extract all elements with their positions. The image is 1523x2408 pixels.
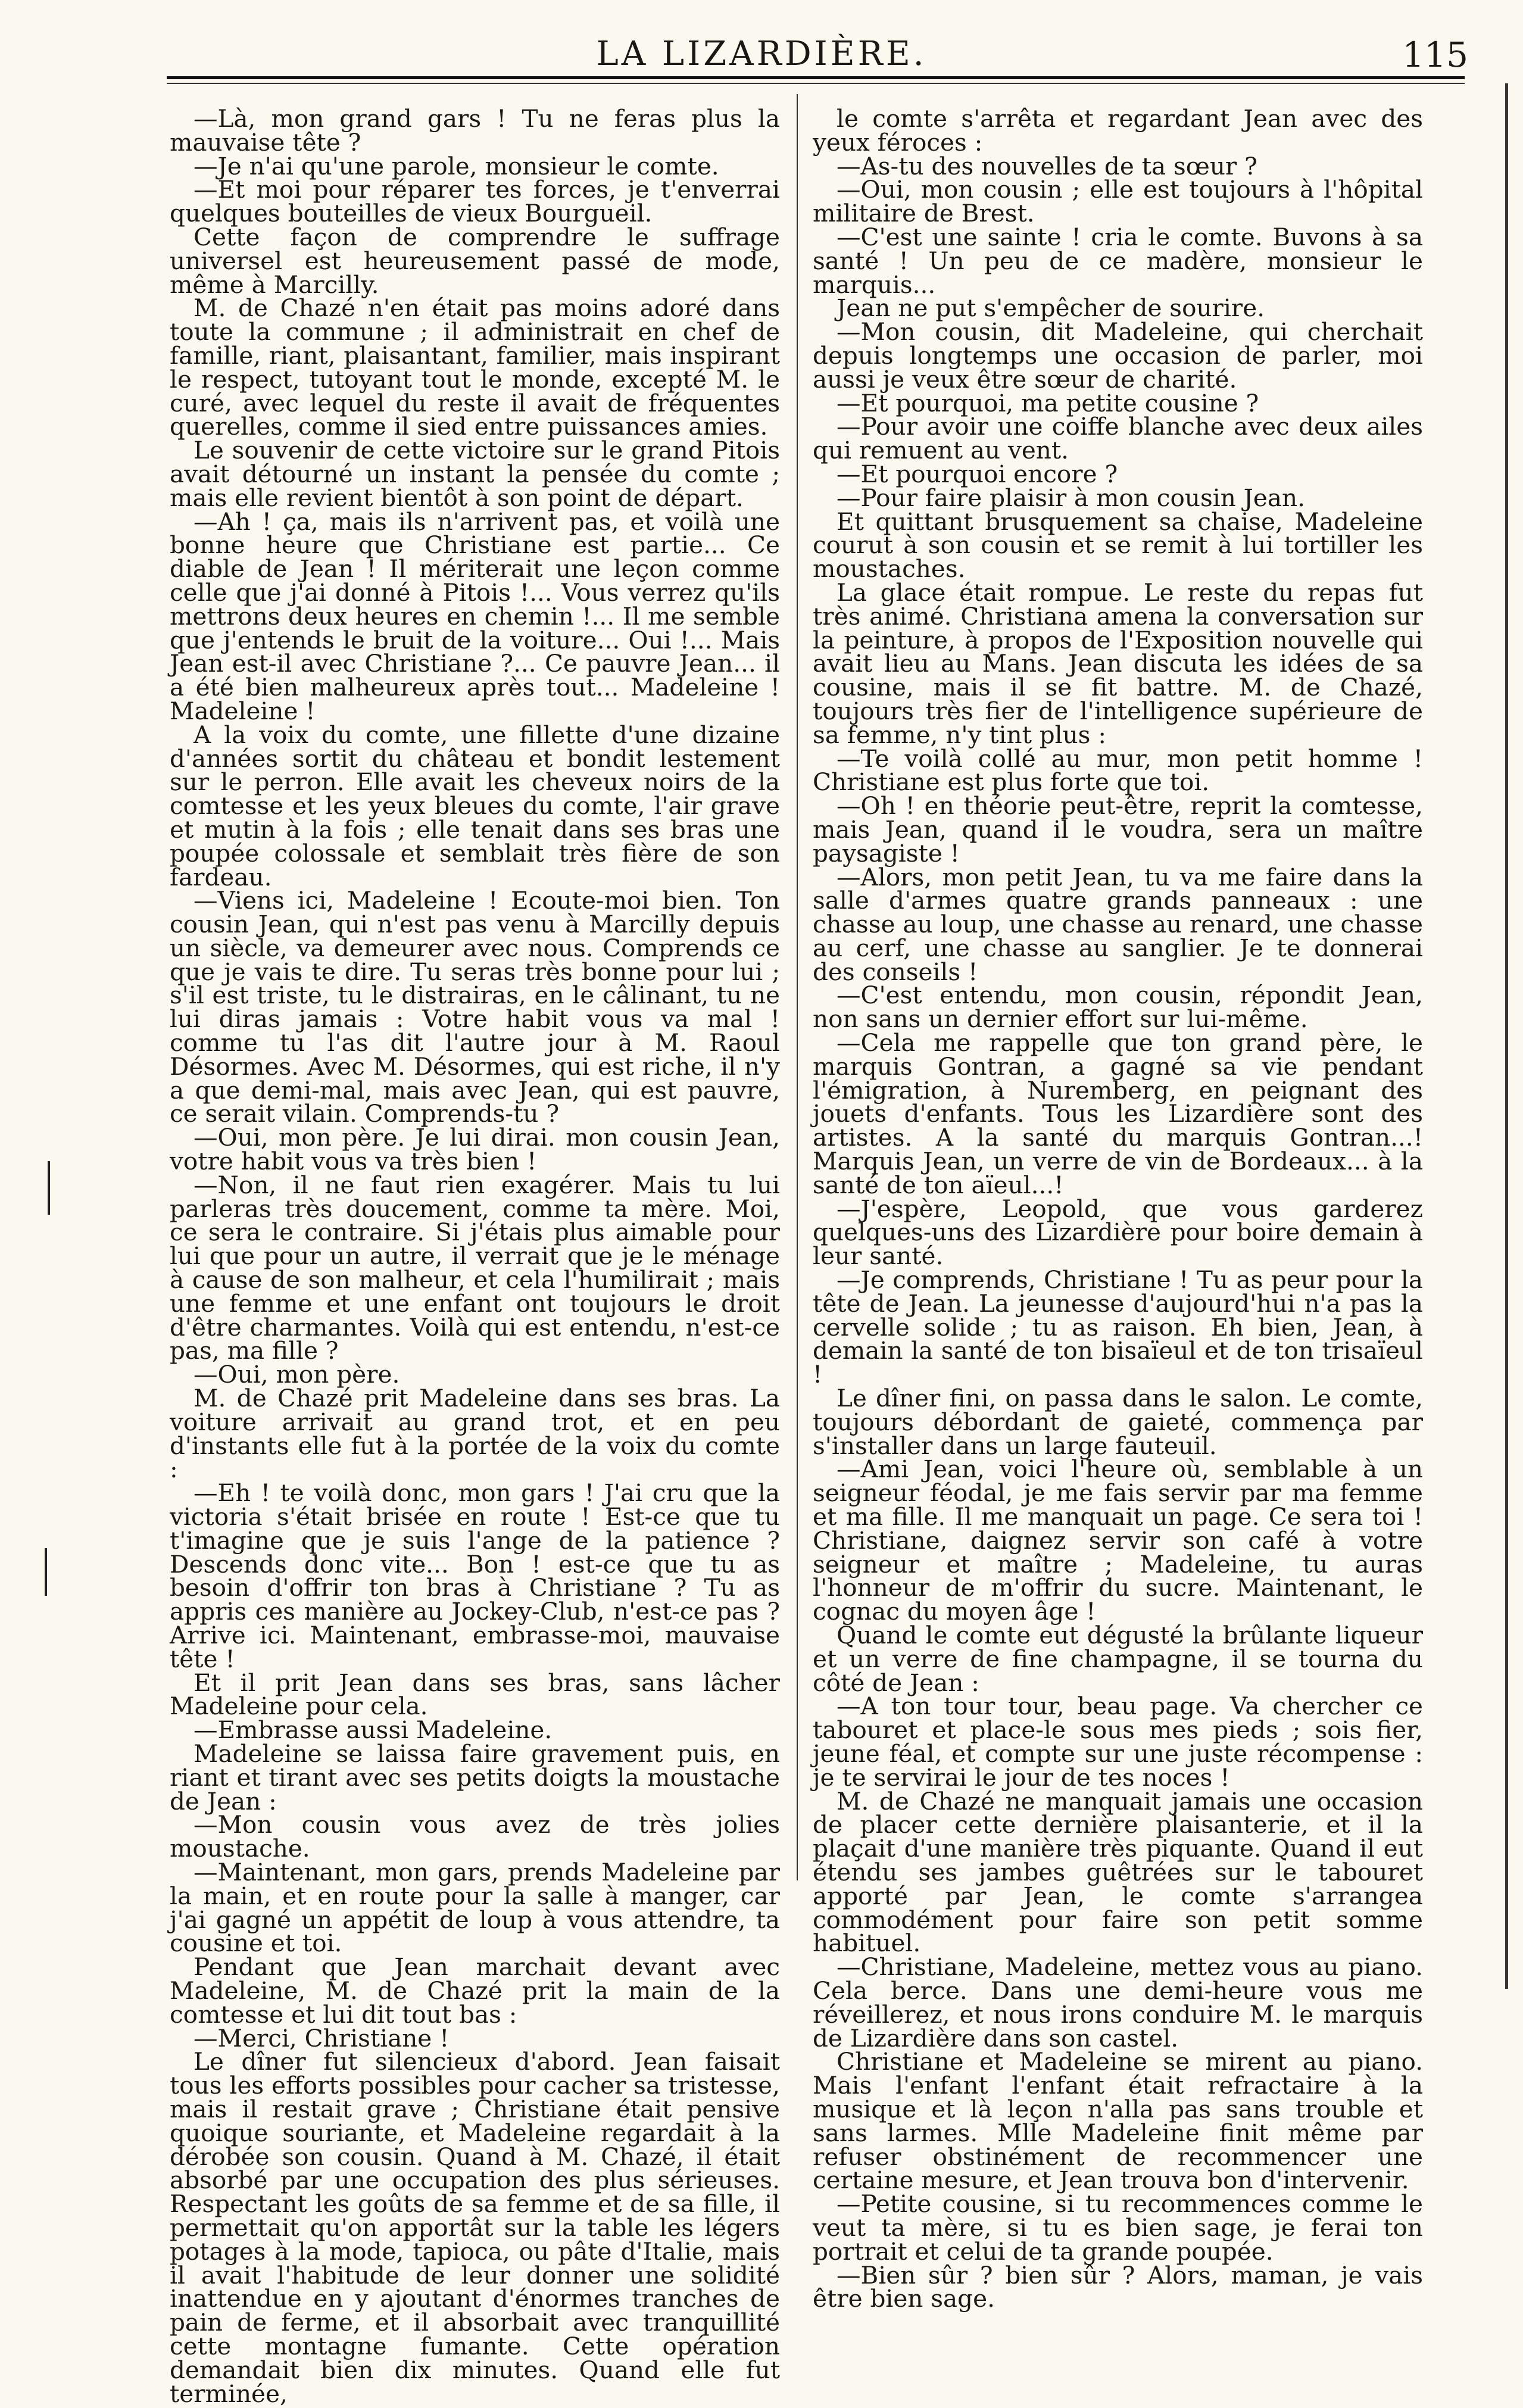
right-column-paragraph: Quand le comte eut dégusté la brûlante liqueur et un verre de fine champagne, il se tourna du côté de Jean : xyxy=(813,1621,1423,1697)
right-column-paragraph: Et quittant brusquement sa chaise, Madeleine courut à son cousin et se remit à lui tortiller les moustaches. xyxy=(813,507,1423,584)
right-column-paragraph: —Bien sûr ? bien sûr ? Alors, maman, je vais être bien sage. xyxy=(813,2260,1423,2313)
left-column-paragraph: —Là, mon grand gars ! Tu ne feras plus la mauvaise tête ? xyxy=(170,104,780,157)
left-column-paragraph: Et il prit Jean dans ses bras, sans lâcher Madeleine pour cela. xyxy=(170,1668,780,1721)
running-header-title: LA LIZARDIÈRE. xyxy=(596,35,927,73)
left-column-paragraph: —Je n'ai qu'une parole, monsieur le comte. xyxy=(194,151,719,180)
left-text-column xyxy=(170,104,780,2408)
left-column-paragraph: A la voix du comte, une fillette d'une dizaine d'années sortit du château et bondit lestement sur le perron. Elle avait les cheveux noirs de la comtesse et les yeux bleues du comte, l'air grave et mutin à la fois ; elle tenait dans ses bras une poupée colossale et semblait très fière de son fardeau. xyxy=(170,720,780,891)
left-column-paragraph: —Oui, mon père. xyxy=(194,1360,400,1389)
right-column-paragraph: Le dîner fini, on passa dans le salon. Le comte, toujours débordant de gaieté, commença par s'installer dans un large fauteuil. xyxy=(813,1384,1423,1460)
right-column-paragraph: le comte s'arrêta et regardant Jean avec des yeux féroces : xyxy=(813,104,1423,157)
right-column-paragraph: —Oui, mon cousin ; elle est toujours à l'hôpital militaire de Brest. xyxy=(813,175,1423,228)
right-column-paragraph: —Je comprends, Christiane ! Tu as peur pour la tête de Jean. La jeunesse d'aujourd'hui n'a pas la cervelle solide ; tu as raison. Eh bien, Jean, à demain la santé de ton bisaïeul et de ton trisaïeul ! xyxy=(813,1265,1423,1389)
left-column-paragraph: Le souvenir de cette victoire sur le grand Pitois avait détourné un instant la pensée du comte ; mais elle revient bientôt à son point de départ. xyxy=(170,436,780,512)
right-text-column xyxy=(813,104,1423,2313)
left-column-paragraph: —Non, il ne faut rien exagérer. Mais tu lui parleras très doucement, comme ta mère. Moi, ce sera le contraire. Si j'étais plus aimable pour lui que pour un autre, il verrait que je le ménage à cause de son malheur, et cela l'humilirait ; mais une femme et une enfant ont toujours le droit d'être charmantes. Voilà qui est entendu, n'est-ce pas, ma fille ? xyxy=(170,1170,780,1365)
left-column-paragraph: Cette façon de comprendre le suffrage universel est heureusement passé de mode, même à Marcilly. xyxy=(170,222,780,299)
left-column-paragraph: —Maintenant, mon gars, prends Madeleine par la main, et en route pour la salle à manger, car j'ai gagné un appétit de loup à vous attendre, ta cousine et toi. xyxy=(170,1857,780,1958)
left-column-paragraph: —Et moi pour réparer tes forces, je t'enverrai quelques bouteilles de vieux Bourgueil. xyxy=(170,175,780,228)
right-column-paragraph: La glace était rompue. Le reste du repas fut très animé. Christiana amena la conversation sur la peinture, à propos de l'Exposition nouvelle qui avait lieu au Mans. Jean discuta les idées de sa cousine, mais il se fit battre. M. de Chazé, toujours très fier de l'intelligence supérieure de sa femme, n'y tint plus : xyxy=(813,578,1423,749)
right-column-paragraph: —C'est une sainte ! cria le comte. Buvons à sa santé ! Un peu de ce madère, monsieur le marquis... xyxy=(813,222,1423,299)
left-column-paragraph: —Eh ! te voilà donc, mon gars ! J'ai cru que la victoria s'était brisée en route ! Est-ce que tu t'imagine que je suis l'ange de la patience ? Descends donc vite... Bon ! est-ce que tu as besoin d'offrir ton bras à Christiane ? Tu as appris ces manière au Jockey-Club, n'est-ce pas ? Arrive ici. Maintenant, embrasse-moi, mauvaise tête ! xyxy=(170,1479,780,1673)
left-column-paragraph: —Mon cousin vous avez de très jolies moustache. xyxy=(170,1810,780,1863)
page-number: 115 xyxy=(1402,35,1468,75)
left-column-paragraph: —Viens ici, Madeleine ! Ecoute-moi bien. Ton cousin Jean, qui n'est pas venu à Marcilly depuis un siècle, va demeurer avec nous. Comprends ce que je vais te dire. Tu seras très bonne pour lui ; s'il est triste, tu le distrairas, en le câlinant, tu ne lui diras jamais : Votre habit vous va mal ! comme tu l'as dit l'autre jour à M. Raoul Désormes. Avec M. Désormes, qui est riche, il n'y a que demi-mal, mais avec Jean, qui est pauvre, ce serait vilain. Comprends-tu ? xyxy=(170,886,780,1128)
right-column-paragraph: —Et pourquoi, ma petite cousine ? xyxy=(837,388,1259,417)
right-column-paragraph: —Pour avoir une coiffe blanche avec deux ailes qui remuent au vent. xyxy=(813,412,1423,465)
header-rule-thick xyxy=(167,76,1465,79)
right-column-paragraph: —Cela me rappelle que ton grand père, le marquis Gontran, a gagné sa vie pendant l'émigration, à Nuremberg, en peignant des jouets d'enfants. Tous les Lizardière sont des artistes. A la santé du marquis Gontran...! Marquis Jean, un verre de vin de Bordeaux... à la santé de ton aïeul...! xyxy=(813,1028,1423,1199)
column-divider xyxy=(797,94,798,1880)
left-column-paragraph: Pendant que Jean marchait devant avec Madeleine, M. de Chazé prit la main de la comtesse et lui dit tout bas : xyxy=(170,1952,780,2029)
right-column-paragraph: —As-tu des nouvelles de ta sœur ? xyxy=(837,151,1257,180)
right-column-paragraph: —Et pourquoi encore ? xyxy=(837,459,1118,488)
left-column-paragraph: —Ah ! ça, mais ils n'arrivent pas, et voilà une bonne heure que Christiane est partie... Ce diable de Jean ! Il mériterait une leçon comme celle que j'ai donné à Pitois !... Vous verrez qu'ils mettrons deux heures en chemin !... Il me semble que j'entends le bruit de la voiture... Oui !... Mais Jean est-il avec Christiane ?... Ce pauvre Jean... il a été bien malheureux après tout... Madeleine ! Madeleine ! xyxy=(170,507,780,725)
scan-speck-left-margin xyxy=(48,1161,50,1215)
right-column-paragraph: —Mon cousin, dit Madeleine, qui cherchait depuis longtemps une occasion de parler, moi aussi je veux être sœur de charité. xyxy=(813,317,1423,394)
right-column-paragraph: M. de Chazé ne manquait jamais une occasion de placer cette dernière plaisanterie, et il la plaçait d'une manière très piquante. Quand il eut étendu ses jambes guêtrées sur le tabouret apporté par Jean, le comte s'arrangea commodément pour faire son petit somme habituel. xyxy=(813,1786,1423,1958)
scan-edge-right xyxy=(1505,83,1508,1989)
right-column-paragraph: —Oh ! en théorie peut-être, reprit la comtesse, mais Jean, quand il le voudra, sera un maître paysagiste ! xyxy=(813,791,1423,868)
right-column-paragraph: —Te voilà collé au mur, mon petit homme ! Christiane est plus forte que toi. xyxy=(813,744,1423,797)
right-column-paragraph: —Petite cousine, si tu recommences comme le veut ta mère, si tu es bien sage, je ferai ton portrait et celui de ta grande poupée. xyxy=(813,2189,1423,2266)
right-column-paragraph: —Ami Jean, voici l'heure où, semblable à un seigneur féodal, je me fais servir par ma femme et ma fille. Il me manquait un page. Ce sera toi ! Christiane, daignez servir son café à votre seigneur et maître ; Madeleine, tu auras l'honneur de m'offrir du sucre. Maintenant, le cognac du moyen âge ! xyxy=(813,1455,1423,1626)
left-column-paragraph: —Embrasse aussi Madeleine. xyxy=(194,1715,553,1745)
right-column-paragraph: —A ton tour tour, beau page. Va chercher ce tabouret et place-le sous mes pieds ; sois fier, jeune féal, et compte sur une juste récompense : je te servirai le jour de tes noces ! xyxy=(813,1692,1423,1792)
right-column-paragraph: —Alors, mon petit Jean, tu va me faire dans la salle d'armes quatre grands panneaux : une chasse au loup, une chasse au renard, une chasse au cerf, une chasse au sanglier. Je te donnerai des conseils ! xyxy=(813,862,1423,986)
left-column-paragraph: M. de Chazé n'en était pas moins adoré dans toute la commune ; il administrait en chef de famille, riant, plaisantant, familier, mais inspirant le respect, tutoyant tout le monde, excepté M. le curé, avec lequel du reste il avait de fréquentes querelles, comme il sied entre puissances amies. xyxy=(170,294,780,441)
right-column-paragraph: —C'est entendu, mon cousin, répondit Jean, non sans un dernier effort sur lui-même. xyxy=(813,981,1423,1034)
scan-speck-left-margin-lower xyxy=(45,1548,47,1596)
left-column-paragraph: Le dîner fut silencieux d'abord. Jean faisait tous les efforts possibles pour cacher sa tristesse, mais il restait grave ; Christiane était pensive quoique souriante, et Madeleine regardait à la dérobée son cousin. Quand à M. Chazé, il était absorbé par une occupation des plus sérieuses. Respectant les goûts de sa femme et de sa fille, il permettait qu'on apportât sur la table les légers potages à la mode, tapioca, ou pâte d'Italie, mais il avait l'habitude de leur donner une solidité inattendue en y ajoutant d'énormes tranches de pain de ferme, et il absorbait avec tranquillité cette montagne fumante. Cette opération demandait bien dix minutes. Quand elle fut terminée, xyxy=(170,2047,780,2408)
left-column-paragraph: Madeleine se laissa faire gravement puis, en riant et tirant avec ses petits doigts la moustache de Jean : xyxy=(170,1739,780,1816)
right-column-paragraph: —Christiane, Madeleine, mettez vous au piano. Cela berce. Dans une demi-heure vous me réveillerez, et nous irons conduire M. le marquis de Lizardière dans son castel. xyxy=(813,1952,1423,2053)
right-column-paragraph: Jean ne put s'empêcher de sourire. xyxy=(837,294,1265,323)
right-column-paragraph: —Pour faire plaisir à mon cousin Jean. xyxy=(837,483,1305,512)
right-column-paragraph: Christiane et Madeleine se mirent au piano. Mais l'enfant l'enfant était refractaire à la musique et là leçon n'alla pas sans trouble et sans larmes. Mlle Madeleine finit même par refuser obstinément de recommencer une certaine mesure, et Jean trouva bon d'intervenir. xyxy=(813,2047,1423,2195)
header-rule-thin xyxy=(167,83,1465,84)
left-column-paragraph: M. de Chazé prit Madeleine dans ses bras. La voiture arrivait au grand trot, et en peu d'instants elle fut à la portée de la voix du comte : xyxy=(170,1384,780,1484)
left-column-paragraph: —Oui, mon père. Je lui dirai. mon cousin Jean, votre habit vous va très bien ! xyxy=(170,1123,780,1176)
left-column-paragraph: —Merci, Christiane ! xyxy=(194,2023,450,2053)
right-column-paragraph: —J'espère, Leopold, que vous garderez quelques-uns des Lizardière pour boire demain à leur santé. xyxy=(813,1194,1423,1271)
